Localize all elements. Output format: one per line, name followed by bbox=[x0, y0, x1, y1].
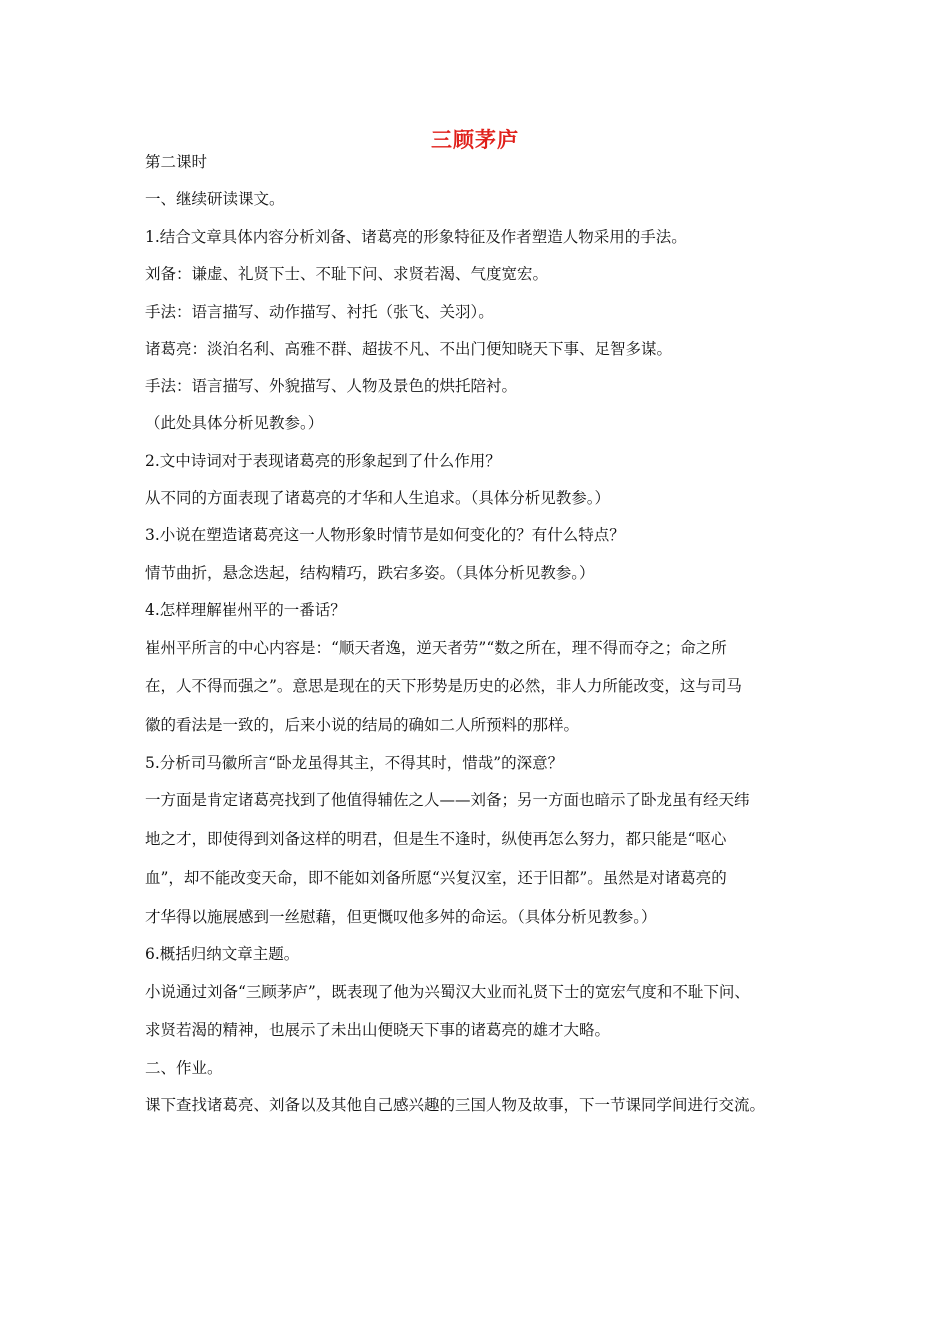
lesson-heading: 第二课时 bbox=[145, 153, 208, 171]
answer-line: 手法：语言描写、外貌描写、人物及景色的烘托陪衬。 bbox=[145, 377, 518, 395]
question: 5.分析司马徽所言“卧龙虽得其主，不得其时，惜哉”的深意？ bbox=[145, 754, 564, 772]
answer-line: 情节曲折，悬念迭起，结构精巧，跌宕多姿。（具体分析见教参。） bbox=[145, 564, 595, 582]
answer-line: 一方面是肯定诸葛亮找到了他值得辅佐之人——刘备；另一方面也暗示了卧龙虽有经天纬 bbox=[145, 791, 750, 809]
question: 2.文中诗词对于表现诸葛亮的形象起到了什么作用？ bbox=[145, 452, 501, 470]
answer-line: 在，人不得而强之”。意思是现在的天下形势是历史的必然，非人力所能改变，这与司马 bbox=[145, 677, 742, 695]
answer-line: 刘备：谦虚、礼贤下士、不耻下问、求贤若渴、气度宽宏。 bbox=[145, 265, 549, 283]
answer-line: 血”，却不能改变天命，即不能如刘备所愿“兴复汉室，还于旧都”。虽然是对诸葛亮的 bbox=[145, 869, 727, 887]
question: 3.小说在塑造诸葛亮这一人物形象时情节是如何变化的？有什么特点？ bbox=[145, 526, 625, 544]
question: 1.结合文章具体内容分析刘备、诸葛亮的形象特征及作者塑造人物采用的手法。 bbox=[145, 228, 687, 246]
answer-note: （此处具体分析见教参。） bbox=[145, 414, 324, 432]
answer-line: 手法：语言描写、动作描写、衬托（张飞、关羽）。 bbox=[145, 303, 494, 321]
answer-line: 求贤若渴的精神，也展示了未出山便晓天下事的诸葛亮的雄才大略。 bbox=[145, 1021, 611, 1039]
answer-line: 小说通过刘备“三顾茅庐”，既表现了他为兴蜀汉大业而礼贤下士的宽宏气度和不耻下问、 bbox=[145, 983, 750, 1001]
answer-line: 从不同的方面表现了诸葛亮的才华和人生追求。（具体分析见教参。） bbox=[145, 489, 611, 507]
answer-line: 徽的看法是一致的，后来小说的结局的确如二人所预料的那样。 bbox=[145, 716, 580, 734]
document-title: 三顾茅庐 bbox=[431, 127, 519, 152]
section-heading: 二、作业。 bbox=[145, 1059, 223, 1077]
question: 6.概括归纳文章主题。 bbox=[145, 945, 300, 963]
answer-line: 地之才，即使得到刘备这样的明君，但是生不逢时，纵使再怎么努力，都只能是“呕心 bbox=[145, 830, 727, 848]
answer-line: 诸葛亮：淡泊名利、高雅不群、超拔不凡、不出门便知晓天下事、足智多谋。 bbox=[145, 340, 673, 358]
section-heading: 一、继续研读课文。 bbox=[145, 190, 285, 208]
answer-line: 崔州平所言的中心内容是：“顺天者逸，逆天者劳”“数之所在，理不得而夺之；命之所 bbox=[145, 639, 727, 657]
homework-line: 课下查找诸葛亮、刘备以及其他自己感兴趣的三国人物及故事，下一节课同学间进行交流。 bbox=[145, 1096, 766, 1114]
answer-line: 才华得以施展感到一丝慰藉，但更慨叹他多舛的命运。（具体分析见教参。） bbox=[145, 908, 657, 926]
question: 4.怎样理解崔州平的一番话？ bbox=[145, 601, 346, 619]
